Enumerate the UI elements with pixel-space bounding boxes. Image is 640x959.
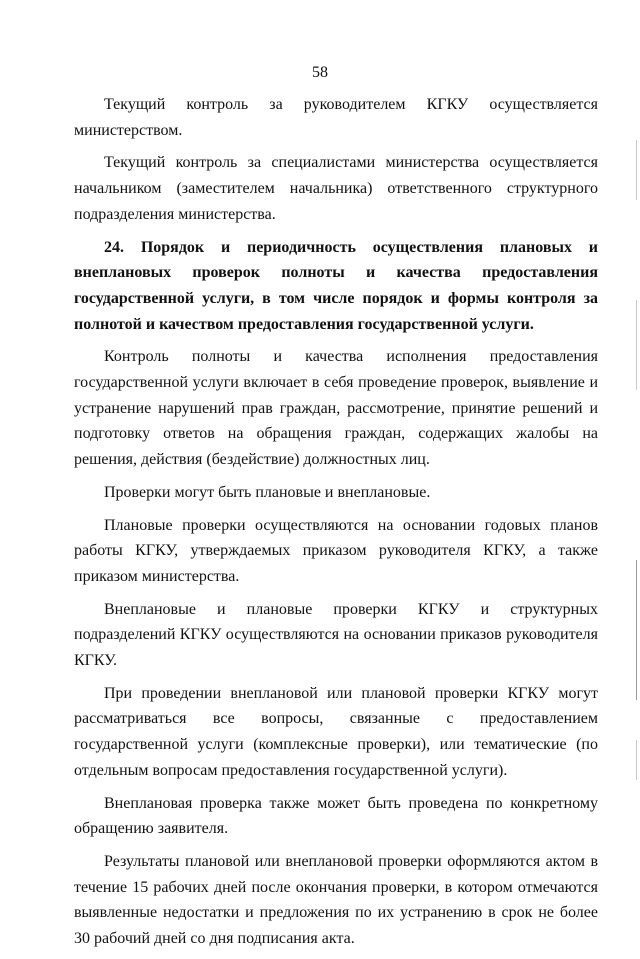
paragraph-inspection-results: Результаты плановой или внеплановой проверки оформляются актом в течение 15 рабочих дней после окончания проверки, в котором отмечаются выявленные недостатки и предложения по их устранению в срок не более 30 рабочий дней со дня подписания акта. [74,852,598,948]
scan-edge-mark [636,560,637,700]
paragraph-quality-control: Контроль полноты и качества исполнения предоставления государственной услуги включает в себя проведение проверок, выявление и устранение нарушений прав граждан, рассмотрение, принятие решений и подготовку ответов на обращения граждан, содержащих жалобы на решения, действия (бездействие) должностных лиц. [74,348,598,469]
paragraph-current-control-head: Текущий контроль за руководителем КГКУ осуществляется министерством. [74,96,598,139]
section-heading-24: 24. Порядок и периодичность осуществления плановых и внеплановых проверок полноты и качества предоставления государственной услуги, в том числе порядок и формы контроля за полнотой и качеством предоставления государственной услуги. [74,238,598,333]
paragraph-inspection-scope: При проведении внеплановой или плановой проверки КГКУ могут рассматриваться все вопросы, связанные с предоставлением государственной услуги (комплексные проверки), или тематические (по отдельным вопросам предоставления государственной услуги). [74,684,598,779]
page-number: 58 [312,64,328,81]
paragraph-applicant-request: Внеплановая проверка также может быть проведена по конкретному обращению заявителя. [74,794,598,838]
scan-edge-mark [636,300,637,390]
document-body [74,92,598,959]
paragraph-inspection-types: Проверки могут быть плановые и внеплановые. [104,483,431,501]
paragraph-planned-inspections: Плановые проверки осуществляются на основании годовых планов работы КГКУ, утверждаемых приказом руководителя КГКУ, а также приказом министерства. [74,516,598,585]
scan-edge-mark [636,740,637,780]
paragraph-unplanned-inspections: Внеплановые и плановые проверки КГКУ и структурных подразделений КГКУ осуществляются на основании приказов руководителя КГКУ. [74,600,598,670]
paragraph-current-control-specialists: Текущий контроль за специалистами министерства осуществляется начальником (заместителем начальника) ответственного структурного подразделения министерства. [74,154,598,223]
scan-edge-mark [636,140,637,200]
